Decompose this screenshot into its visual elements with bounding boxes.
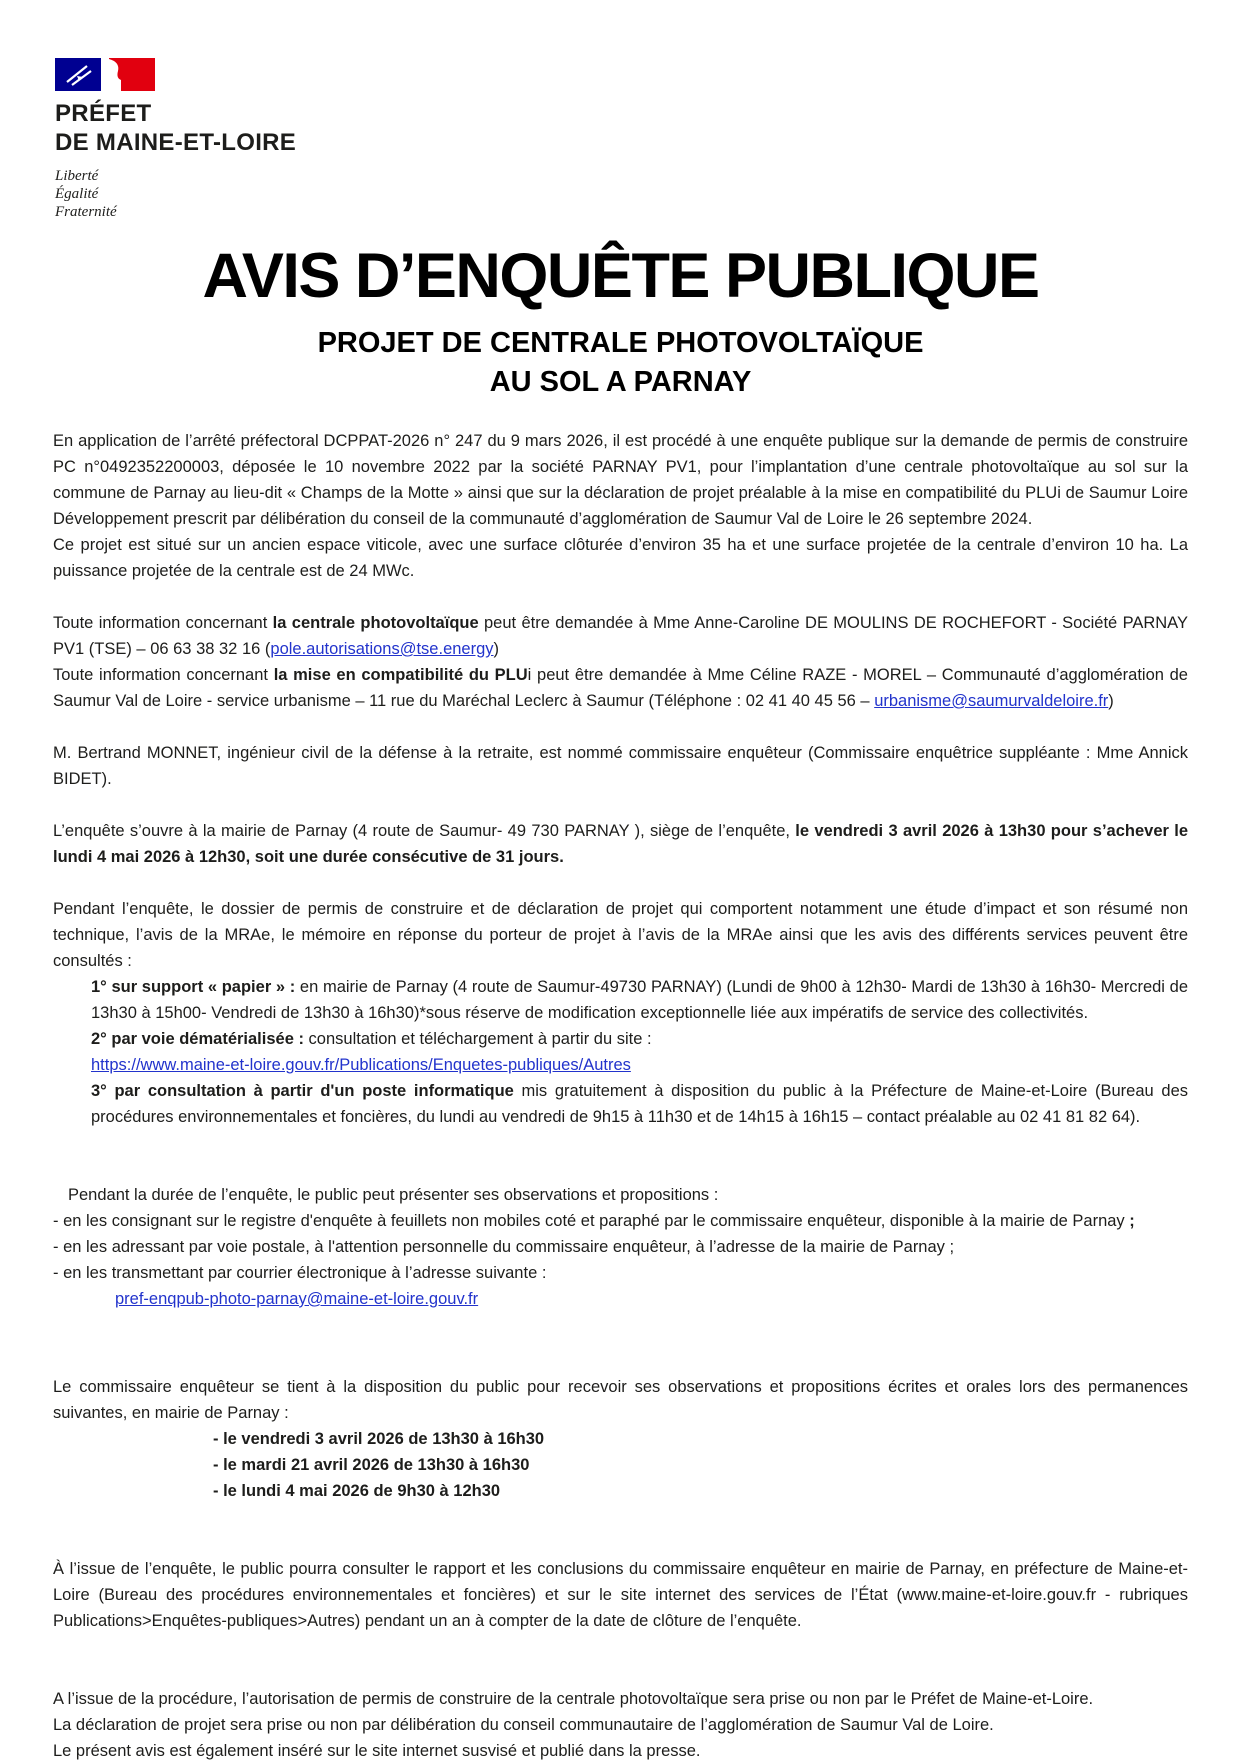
consultation-item3-text: mis gratuitement à disposition du public à la Préfecture de Maine-et-Loire (Bureau des procédures environnementales et foncières, du lundi au vendredi de 9h15 à 11h30 et de 14h15 à 16h15 – contact préalable au 02 41 81 82 64). (91, 1081, 1188, 1126)
consultation-item1-label: 1° sur support « papier » : (91, 977, 296, 996)
permanence-date-2: - le mardi 21 avril 2026 de 13h30 à 16h30 (213, 1455, 530, 1474)
opening-paragraph (53, 818, 1188, 870)
decision-paragraph-1: A l’issue de la procédure, l’autorisation de permis de construire de la centrale photovoltaïque sera prise ou non par le Préfet de Maine-et-Loire. (53, 1689, 1094, 1708)
subtitle-line1: PROJET DE CENTRALE PHOTOVOLTAÏQUE (317, 326, 924, 359)
commissioner-paragraph: M. Bertrand MONNET, ingénieur civil de la défense à la retraite, est nommé commissaire enquêteur (Commissaire enquêtrice suppléante : Mme Annick BIDET). (53, 743, 1188, 788)
decision-paragraph-2: La déclaration de projet sera prise ou non par délibération du conseil communautaire de l’agglomération de Saumur Val de Loire. (53, 1715, 994, 1734)
opening-dates-bold: le vendredi 3 avril 2026 à 13h30 pour s’achever le lundi 4 mai 2026 à 12h30, soit une durée consécutive de 31 jours. (53, 821, 1188, 866)
contact-pv-email-link[interactable]: pole.autorisations@tse.energy (270, 639, 494, 658)
consultation-item3-label: 3° par consultation à partir d'un poste informatique (91, 1081, 514, 1100)
observations-item-email: - en les transmettant par courrier électronique à l’adresse suivante : (53, 1263, 547, 1282)
intro-paragraph-1: En application de l’arrêté préfectoral DCPPAT-2026 n° 247 du 9 mars 2026, il est procédé à une enquête publique sur la demande de permis de construire PC n°0492352200003, déposée le 10 novembre 2022 par la société PARNAY PV1, pour l’implantation d’une centrale photovoltaïque au sol sur la commune de Parnay au lieu-dit « Champs de la Motte » ainsi que sur la déclaration de projet préalable à la mise en compatibilité du PLUi de Saumur Loire Développement prescrit par délibération du conseil de la communauté d’agglomération de Saumur Val de Loire le 26 septembre 2024. (53, 431, 1188, 528)
observations-item-register (53, 1208, 1188, 1234)
observations-email-line (53, 1286, 1188, 1312)
consultation-item1-text: en mairie de Parnay (4 route de Saumur-49730 PARNAY) (Lundi de 9h00 à 12h30- Mardi de 13h30 à 16h30- Mercredi de 13h30 à 15h00- Vendredi de 13h30 à 16h30)*sous réserve de modification exceptionnelle liée aux impératifs de service des collectivités. (91, 977, 1188, 1022)
observations-intro: Pendant la durée de l’enquête, le public peut présenter ses observations et propositions : (68, 1185, 719, 1204)
page-subtitle (53, 324, 1188, 402)
consultation-item2-label: 2° par voie dématérialisée : (91, 1029, 304, 1048)
observations-item1-semicolon: ; (1129, 1211, 1135, 1230)
consultation-item2-text: consultation et téléchargement à partir du site : (303, 1029, 652, 1048)
contact-paragraph-pv (53, 610, 1188, 662)
contact-plui-subject: la mise en compatibilité du PLU (273, 665, 528, 684)
contact-plui-post: ) (1108, 691, 1114, 710)
contact-plui-pre: Toute information concernant (53, 665, 274, 684)
permanences-dates (53, 1426, 1188, 1504)
motto-liberte: Liberté (55, 167, 99, 184)
consultation-item-online (53, 1026, 1188, 1052)
consultation-item-online-link-line (53, 1052, 1188, 1078)
contact-plui-email-link[interactable]: urbanisme@saumurvaldeloire.fr (874, 691, 1109, 710)
enquiries-website-link[interactable]: https://www.maine-et-loire.gouv.fr/Publications/Enquetes-publiques/Autres (91, 1055, 631, 1074)
decision-paragraph-3: Le présent avis est également inséré sur le site internet susvisé et publié dans la presse. (53, 1741, 701, 1760)
permanence-date-1: - le vendredi 3 avril 2026 de 13h30 à 16h30 (213, 1429, 545, 1448)
page-title: AVIS D’ENQUÊTE PUBLIQUE (202, 241, 1039, 312)
notice-body (53, 428, 1188, 1764)
institution-line1: PRÉFET (55, 100, 152, 127)
gov-header (55, 58, 1188, 221)
permanences-intro: Le commissaire enquêteur se tient à la disposition du public pour recevoir ses observations et propositions écrites et orales lors des permanences suivantes, en mairie de Parnay : (53, 1377, 1188, 1422)
contact-plui-mid: i peut être demandée à Mme Céline RAZE - MOREL – Communauté d’agglomération de Saumur Val de Loire - service urbanisme – 11 rue du Maréchal Leclerc à Saumur (Téléphone : 02 41 40 45 56 – (53, 665, 1188, 710)
opening-pre: L’enquête s’ouvre à la mairie de Parnay (4 route de Saumur- 49 730 PARNAY ), siège de l’enquête, (53, 821, 796, 840)
motto-egalite: Égalité (55, 185, 99, 202)
republic-motto (55, 167, 1188, 222)
institution-line2: DE MAINE-ET-LOIRE (55, 128, 297, 156)
observations-item-postal: - en les adressant par voie postale, à l'attention personnelle du commissaire enquêteur, à l’adresse de la mairie de Parnay ; (53, 1237, 955, 1256)
contact-pv-post: ) (493, 639, 500, 658)
contact-pv-subject: la centrale photovoltaïque (272, 613, 479, 632)
permanence-date-3: - le lundi 4 mai 2026 de 9h30 à 12h30 (213, 1481, 501, 1500)
consultation-item-paper (53, 974, 1188, 1026)
observations-email-link[interactable]: pref-enqpub-photo-parnay@maine-et-loire.gouv.fr (115, 1289, 479, 1308)
consultation-intro: Pendant l’enquête, le dossier de permis de construire et de déclaration de projet qui comportent notamment une étude d’impact et son résumé non technique, l’avis de la MRAe, le mémoire en réponse du porteur de projet à l’avis de la MRAe ainsi que les avis des différents services peuvent être consultés : (53, 899, 1188, 970)
observations-item1-text: - en les consignant sur le registre d'enquête à feuillets non mobiles coté et paraphé par le commissaire enquêteur, disponible à la mairie de Parnay (53, 1211, 1130, 1230)
contact-pv-mid: peut être demandée à Mme Anne-Caroline DE MOULINS DE ROCHEFORT - Société PARNAY PV1 (TSE) – 06 63 38 32 16 ( (53, 613, 1188, 658)
motto-fraternite: Fraternité (55, 204, 117, 221)
subtitle-line2: AU SOL A PARNAY (489, 365, 752, 398)
report-paragraph: À l’issue de l’enquête, le public pourra consulter le rapport et les conclusions du commissaire enquêteur en mairie de Parnay, en préfecture de Maine-et-Loire (Bureau des procédures environnementales et foncières) et sur le site internet des services de l’État (www.maine-et-loire.gouv.fr - rubriques Publications>Enquêtes-publiques>Autres) pendant un an à compter de la date de clôture de l’enquête. (53, 1559, 1188, 1630)
institution-name (55, 100, 1188, 158)
intro-paragraph-2: Ce projet est situé sur un ancien espace viticole, avec une surface clôturée d’environ 35 ha et une surface projetée de la centrale d’environ 10 ha. La puissance projetée de la centrale est de 24 MWc. (53, 535, 1188, 580)
consultation-item-computer (53, 1078, 1188, 1130)
contact-paragraph-plui (53, 662, 1188, 714)
contact-pv-pre: Toute information concernant (53, 613, 273, 632)
marianne-flag-icon (55, 58, 155, 91)
